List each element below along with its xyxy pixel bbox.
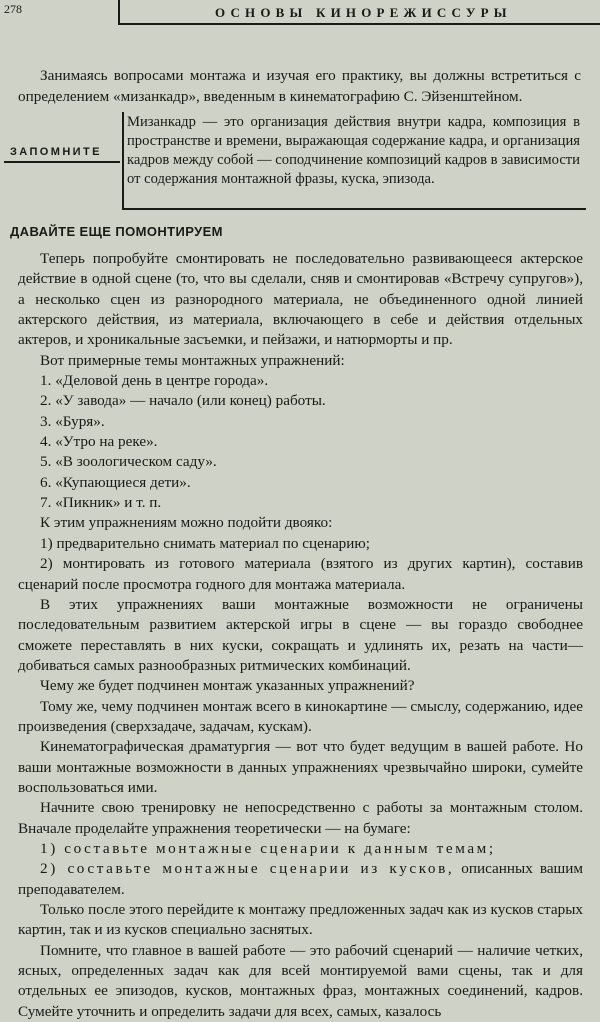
approach-1: 1) предварительно снимать материал по сценарию; [40,534,370,552]
task-1-text: 1) составьте монтажные сценарии к данным темам; [40,839,496,857]
task-2-spaced: 2) составьте монтажные сценарии из кусков, [40,860,455,878]
section-body [18,249,583,1022]
paragraph-9: Только после этого перейдите к монтажу предложенных задач как из кусков старых картин, так и из кусков специально заснятых. [18,901,583,939]
topic-item-6: 6. «Купающиеся дети». [40,473,191,491]
paragraph-2: Вот примерные темы монтажных упражнений: [40,351,345,369]
paragraph-6: Тому же, чему подчинен монтаж всего в кинокартине — смыслу, содержанию, идее произведения (сверхзадаче, задачам, кускам). [18,697,583,735]
topic-item-2: 2. «У завода» — начало (или конец) работы. [40,392,326,410]
approach-2: 2) монтировать из готового материала (взятого из других картин), составив сценарий после просмотра годного для монтажа материала. [18,555,583,593]
remember-label: ЗАПОМНИТЕ [10,146,102,158]
topic-item-3: 3. «Буря». [40,412,105,430]
paragraph-7: Кинематографическая драматургия — вот что будет ведущим в вашей работе. Но ваши монтажные возможности в данных упражнениях чрезвычайно широки, сумейте воспользоваться ими. [18,738,583,796]
remember-underline [4,161,120,163]
task-1 [18,839,583,859]
mizankadr-definition: Мизанкадр — это организация действия внутри кадра, композиция в пространстве и времени, выражающая содержание кадра, и организация кадров между собой — соподчинение композиций кадров в зависимости от содержания монтажной фразы, куска, эпизода. [127,114,580,187]
topic-item-1: 1. «Деловой день в центре города». [40,372,269,390]
section-heading: ДАВАЙТЕ ЕЩЕ ПОМОНТИРУЕМ [10,224,223,239]
topic-item-7: 7. «Пикник» и т. п. [40,494,162,512]
task-2 [18,859,583,900]
paragraph-8: Начните свою тренировку не непосредственно с работы за монтажным столом. Вначале проделайте упражнения теоретически — на бумаге: [18,799,583,837]
running-title: ОСНОВЫ КИНОРЕЖИССУРЫ [215,5,512,20]
paragraph-1: Теперь попробуйте смонтировать не последовательно развивающееся актерское действие в одной сцене (то, что вы сделали, сняв и смонтировав «Встречу супругов»), а несколько сцен из разнородного материала, не объединенного одной линией актерского действия, из материала, включающего в себе и действия отдельных актеров, и хроникальные засъемки, и пейзажи, и натюрморты и пр. [18,250,583,349]
page-number: 278 [4,2,22,16]
task-2-rest: описанных вашим преподавателем. [18,860,583,898]
paragraph-10: Помните, что главное в вашей работе — это рабочий сценарий — наличие четких, ясных, определенных задач как для всей монтируемой вами сцены, так и для отдельных ее эпизодов, кусков, монтажных фраз, монтажных соединений, кадров. Сумейте уточнить и определить задачи для всех, самых, казалось [18,941,583,1020]
paragraph-3: К этим упражнениям можно подойти двояко: [40,514,333,532]
topic-item-4: 4. «Утро на реке». [40,433,158,451]
topic-item-5: 5. «В зоологическом саду». [40,453,217,471]
header-rule [118,23,600,25]
paragraph-5: Чему же будет подчинен монтаж указанных упражнений? [40,677,415,695]
intro-paragraph: Занимаясь вопросами монтажа и изучая его практику, вы должны встретиться с определением «мизанкадр», введенным в кинематографию С. Эйзенштейном. [18,67,581,105]
remember-box-border [122,112,124,209]
remember-box-bottom [122,208,586,210]
paragraph-4: В этих упражнениях ваши монтажные возможности не ограничены последовательным развитием актерской игры в сцене — вы гораздо свободнее сможете переставлять в них куски, сокращать и удлинять их, резать на части—добиваться самых разнообразных ритмических комбинаций. [18,595,583,674]
header-divider [118,0,120,24]
